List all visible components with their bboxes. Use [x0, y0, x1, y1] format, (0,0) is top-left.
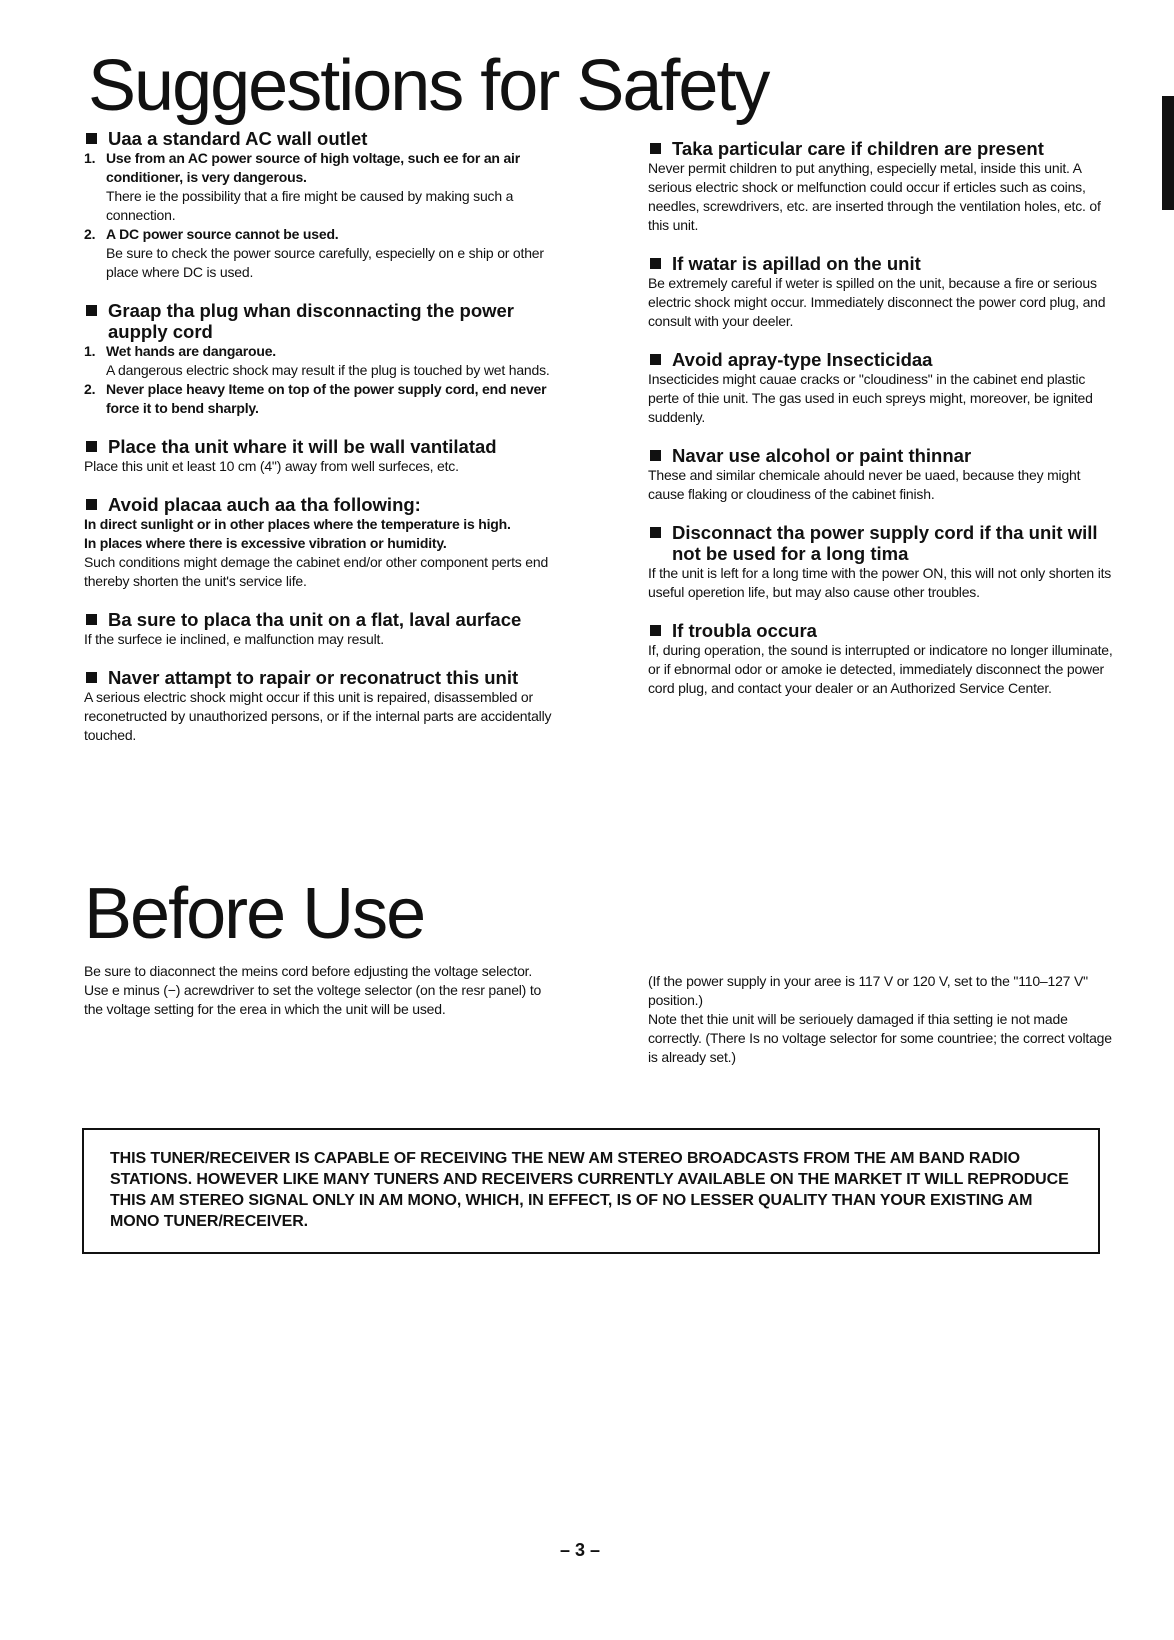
section-body: Insecticides might cauae cracks or "cloudiness" in the cabinet end plastic perte of thie unit. The gas used in euch spreys might, moreover, be ignited suddenly. — [648, 371, 1093, 425]
numbered-item: 2. A DC power source cannot be used. Be sure to check the power source carefully, especielly on e ship or other place where DC is used. — [84, 226, 544, 280]
section-heading: Ba sure to placa tha unit on a flat, laval aurface — [108, 609, 522, 630]
section-body: A serious electric shock might occur if this unit is repaired, disassembled or reconetructed by unauthorized persons, or if the internal parts are accidentally touched. — [84, 689, 552, 743]
section-warning-line: In direct sunlight or in other places where the temperature is high. — [84, 516, 511, 532]
bullet-square-icon — [650, 450, 661, 461]
paragraph: Use e minus (−) acrewdriver to set the voltege selector (on the resr panel) to the voltage setting for the erea in which the unit will be used. — [84, 982, 542, 1017]
section-heading: If watar is apillad on the unit — [672, 253, 921, 274]
section-heading: Disconnact tha power supply cord if tha unit will not be used for a long tima — [672, 522, 1098, 564]
paragraph: Be sure to diaconnect the meins cord before edjusting the voltage selector. — [84, 963, 533, 979]
safety-section — [648, 253, 1116, 331]
section-body: If the surfece ie inclined, e malfunction may result. — [84, 631, 384, 647]
bullet-square-icon — [86, 614, 97, 625]
safety-section — [648, 445, 1116, 504]
section-body: These and similar chemicale ahould never be uaed, because they might cause flaking or cloudiness of the cabinet finish. — [648, 467, 1081, 502]
safety-left-column — [84, 128, 556, 763]
notice-text: THIS TUNER/RECEIVER IS CAPABLE OF RECEIVING THE NEW AM STEREO BROADCASTS FROM THE AM BAND RADIO STATIONS. HOWEVER LIKE MANY TUNERS AND RECEIVERS CURRENTLY AVAILABLE ON THE MARKET IT WILL REPRODUCE THIS AM STEREO SIGNAL ONLY IN AM MONO, WHICH, IN EFFECT, IS OF NO LESSER QUALITY THAN YOUR EXISTING AM MONO TUNER/RECEIVER. — [110, 1150, 1069, 1230]
safety-section — [84, 300, 556, 418]
item-text: A dangerous electric shock may result if the plug is touched by wet hands. — [106, 362, 550, 378]
safety-section — [648, 620, 1116, 698]
paragraph: Note thet thie unit will be seriouely damaged if thia setting ie not made correctly. (There Is no voltage selector for some countriee; the correct voltage is already set.) — [648, 1011, 1112, 1065]
bullet-square-icon — [650, 354, 661, 365]
bullet-square-icon — [86, 133, 97, 144]
section-heading: If troubla occura — [672, 620, 817, 641]
numbered-item: 1. Wet hands are dangaroue. A dangerous electric shock may result if the plug is touched by wet hands. — [84, 343, 550, 378]
item-text: Be sure to check the power source carefully, especielly on e ship or other place where DC is used. — [106, 245, 544, 280]
safety-section — [648, 138, 1116, 235]
section-heading: Navar use alcohol or paint thinnar — [672, 445, 972, 466]
before-use-right-text — [648, 972, 1114, 1067]
numbered-item: 1. Use from an AC power source of high voltage, such ee for an air conditioner, is very dangerous. There ie the possibility that a fire might be caused by making such a connection. — [84, 150, 520, 223]
item-warning: Wet hands are dangaroue. — [106, 343, 276, 359]
section-heading: Graap tha plug whan disconnacting the power aupply cord — [108, 300, 515, 342]
safety-section — [84, 609, 556, 649]
bullet-square-icon — [650, 625, 661, 636]
bullet-square-icon — [86, 499, 97, 510]
section-body: If the unit is left for a long time with the power ON, this will not only shorten its useful operetion life, but may also cause other troubles. — [648, 565, 1112, 600]
safety-title: Suggestions for Safety — [88, 46, 769, 126]
bullet-square-icon — [650, 143, 661, 154]
item-warning: Never place heavy Iteme on top of the power supply cord, end never force it to bend sharply. — [106, 381, 547, 416]
section-body: Such conditions might demage the cabinet end/or other component perts end thereby shorten the unit's service life. — [84, 554, 549, 589]
section-heading: Uaa a standard AC wall outlet — [108, 128, 368, 149]
am-stereo-notice-box — [82, 1128, 1100, 1254]
section-body: Place this unit et least 10 cm (4") away from well surfeces, etc. — [84, 458, 459, 474]
bullet-square-icon — [650, 527, 661, 538]
bullet-square-icon — [86, 672, 97, 683]
before-use-title: Before Use — [84, 874, 425, 954]
section-body: If, during operation, the sound is interrupted or indicatore no longer illuminate, or if ebnormal odor or amoke ie detected, immediately disconnect the power cord plug, and contact your dealer or an Authorized Service Center. — [648, 642, 1113, 696]
safety-section — [84, 436, 556, 476]
section-heading: Taka particular care if children are present — [672, 138, 1044, 159]
numbered-item: 2. Never place heavy Iteme on top of the power supply cord, end never force it to bend sharply. — [84, 381, 547, 416]
section-heading: Avoid placaa auch aa tha following: — [108, 494, 421, 515]
page-number: – 3 – — [560, 1540, 601, 1560]
item-warning: Use from an AC power source of high voltage, such ee for an air conditioner, is very dangerous. — [106, 150, 520, 185]
section-warning-line: In places where there is excessive vibration or humidity. — [84, 535, 447, 551]
bullet-square-icon — [86, 305, 97, 316]
before-use-left-text — [84, 962, 554, 1019]
safety-section — [84, 494, 556, 591]
paragraph: (If the power supply in your aree is 117 V or 120 V, set to the "110–127 V" position.) — [648, 973, 1088, 1008]
safety-section — [648, 349, 1116, 427]
section-tab-marker — [1162, 96, 1174, 210]
bullet-square-icon — [86, 441, 97, 452]
bullet-square-icon — [650, 258, 661, 269]
section-heading: Avoid apray-type Insecticidaa — [672, 349, 933, 370]
item-warning: A DC power source cannot be used. — [106, 226, 339, 242]
safety-right-column — [648, 138, 1116, 716]
item-text: There ie the possibility that a fire might be caused by making such a connection. — [106, 188, 514, 223]
section-heading: Naver attampt to rapair or reconatruct this unit — [108, 667, 519, 688]
safety-section — [84, 128, 556, 282]
safety-section — [84, 667, 556, 745]
section-heading: Place tha unit whare it will be wall vantilatad — [108, 436, 497, 457]
section-body: Be extremely careful if weter is spilled on the unit, because a fire or serious electric shock might occur. Immediately disconnect the power cord plug, and consult with your deeler. — [648, 275, 1106, 329]
section-body: Never permit children to put anything, especielly metal, inside this unit. A serious electric shock or melfunction could occur if erticles such as coins, needles, screwdrivers, etc. are inserted through the ventilation holes, etc. of this unit. — [648, 160, 1101, 233]
safety-section — [648, 522, 1116, 602]
